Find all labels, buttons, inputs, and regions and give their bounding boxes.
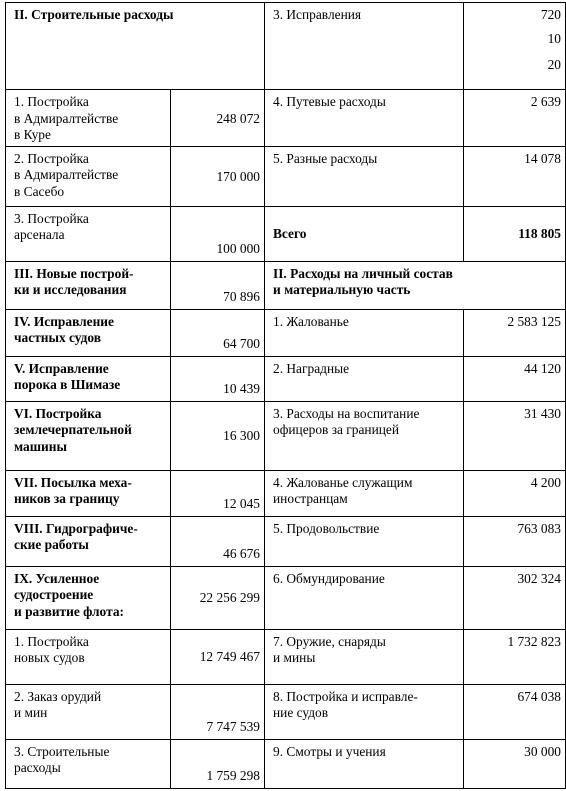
table-row	[6, 261, 566, 309]
cell-text: 30 000	[524, 743, 561, 759]
cell-text: 7 747 539	[206, 719, 260, 734]
table-row	[6, 629, 566, 684]
cell-text: II. Расходы на личный состав и материальную часть	[273, 265, 453, 297]
left-item-value	[171, 90, 265, 147]
right-item-value	[464, 309, 566, 356]
right-item-value	[464, 566, 566, 629]
right-item-label	[265, 356, 464, 401]
value-line: 20	[547, 57, 561, 72]
right-total-label	[265, 206, 464, 261]
cell-text: 2. Наградные	[273, 360, 350, 376]
cell-text: IX. Усиленное судостроение и развитие флота:	[14, 570, 124, 619]
cell-text: 248 072	[216, 110, 260, 126]
table-row	[6, 206, 566, 261]
cell-text: 3. Постройка арсенала	[14, 210, 89, 242]
cell-text: 12 045	[223, 496, 260, 511]
left-item-value	[171, 206, 265, 261]
left-section-label	[6, 401, 171, 470]
right-item-value	[464, 401, 566, 470]
cell-text: 4 200	[530, 474, 561, 490]
cell-text: 2. Постройка в Адмиралтействе в Сасебо	[14, 150, 119, 199]
left-item-value	[171, 739, 265, 788]
table-row	[6, 470, 566, 516]
cell-text: 46 676	[223, 546, 260, 561]
left-section-value	[171, 470, 265, 516]
left-section-label	[6, 516, 171, 566]
cell-text: 100 000	[216, 241, 260, 256]
cell-text: 4. Путевые расходы	[273, 94, 386, 109]
left-item-label	[6, 90, 171, 147]
cell-text: II. Строительные расходы	[14, 7, 174, 22]
left-section-heading	[6, 3, 265, 90]
table-row	[6, 516, 566, 566]
cell-text: 22 256 299	[199, 590, 260, 606]
table-row	[6, 309, 566, 356]
value-line: 10	[547, 31, 561, 46]
left-section-label	[6, 261, 171, 309]
cell-text: 14 078	[524, 150, 561, 166]
left-item-value	[171, 629, 265, 684]
table-row	[6, 90, 566, 147]
cell-text: VI. Постройка землечерпательной машины	[14, 405, 132, 454]
cell-text: 16 300	[223, 428, 260, 444]
right-item-label	[265, 739, 464, 788]
right-total-value	[464, 206, 566, 261]
right-item-value	[464, 629, 566, 684]
cell-text: 170 000	[216, 168, 260, 184]
cell-text: 70 896	[223, 289, 260, 304]
left-section-label	[6, 470, 171, 516]
cell-text: 1. Постройка новых судов	[14, 633, 89, 665]
table-row	[6, 739, 566, 788]
left-item-label	[6, 739, 171, 788]
cell-text: 5. Разные расходы	[273, 150, 378, 166]
table-row	[6, 401, 566, 470]
cell-text: 2 583 125	[507, 313, 561, 329]
cell-text: 118 805	[518, 226, 561, 242]
left-section-value	[171, 566, 265, 629]
cell-text: V. Исправление порока в Шимазе	[14, 360, 121, 392]
cell-text: 6. Обмундирование	[273, 570, 385, 586]
cell-text: VIII. Гидрографиче- ские работы	[14, 520, 138, 552]
cell-text: IV. Исправление частных судов	[14, 313, 114, 345]
right-item-value	[464, 470, 566, 516]
right-item-value	[464, 146, 566, 206]
right-item-label	[265, 90, 464, 147]
right-item-label	[265, 566, 464, 629]
cell-text: 1 732 823	[507, 633, 561, 649]
left-item-value	[171, 684, 265, 739]
cell-text: 2 639	[530, 94, 561, 109]
cell-text: 9. Смотры и учения	[273, 743, 386, 759]
left-section-value	[171, 516, 265, 566]
left-item-label	[6, 684, 171, 739]
right-item-label	[265, 516, 464, 566]
cell-text: 302 324	[517, 570, 561, 586]
table-row	[6, 3, 566, 90]
table-row	[6, 356, 566, 401]
left-section-value	[171, 309, 265, 356]
cell-text: 12 749 467	[199, 649, 260, 665]
right-item-value	[464, 356, 566, 401]
left-section-label	[6, 309, 171, 356]
cell-text: 3. Исправления	[273, 7, 362, 22]
cell-text: 64 700	[223, 336, 260, 351]
right-item-label	[265, 3, 464, 90]
cell-text: 1 759 298	[206, 768, 260, 783]
right-item-label	[265, 401, 464, 470]
right-item-values	[464, 3, 566, 90]
right-item-label	[265, 470, 464, 516]
left-section-value	[171, 401, 265, 470]
cell-text: 674 038	[517, 688, 561, 704]
right-item-value	[464, 516, 566, 566]
cell-text: III. Новые построй- ки и исследования	[14, 265, 134, 297]
cell-text: 1. Постройка в Адмиралтействе в Куре	[14, 94, 119, 142]
left-section-value	[171, 261, 265, 309]
left-item-value	[171, 146, 265, 206]
cell-text: 44 120	[524, 360, 561, 376]
left-section-label	[6, 566, 171, 629]
right-item-value	[464, 90, 566, 147]
cell-text: VII. Посылка меха- ников за границу	[14, 474, 132, 506]
right-section-heading	[265, 261, 566, 309]
cell-text: 1. Жалованье	[273, 313, 349, 329]
cell-text: 763 083	[517, 520, 561, 536]
cell-text: 8. Постройка и исправле- ние судов	[273, 688, 418, 720]
left-item-label	[6, 629, 171, 684]
budget-table	[5, 2, 566, 789]
cell-text: 2. Заказ орудий и мин	[14, 688, 102, 720]
table-row	[6, 566, 566, 629]
left-item-label	[6, 206, 171, 261]
cell-text: 3. Строительные расходы	[14, 743, 110, 775]
value-line: 720	[540, 7, 561, 22]
left-section-value	[171, 356, 265, 401]
right-item-value	[464, 739, 566, 788]
right-item-label	[265, 684, 464, 739]
cell-text: 7. Оружие, снаряды и мины	[273, 633, 386, 665]
cell-text: 3. Расходы на воспитание офицеров за границей	[273, 405, 420, 437]
right-item-label	[265, 629, 464, 684]
table-row	[6, 146, 566, 206]
cell-text: 4. Жалованье служащим иностранцам	[273, 474, 413, 506]
left-item-label	[6, 146, 171, 206]
left-section-label	[6, 356, 171, 401]
cell-text: Всего	[273, 226, 307, 242]
right-item-value	[464, 684, 566, 739]
cell-text: 31 430	[524, 405, 561, 421]
table-row	[6, 684, 566, 739]
cell-text: 5. Продовольствие	[273, 520, 380, 536]
right-item-label	[265, 146, 464, 206]
cell-text: 10 439	[223, 381, 260, 396]
right-item-label	[265, 309, 464, 356]
